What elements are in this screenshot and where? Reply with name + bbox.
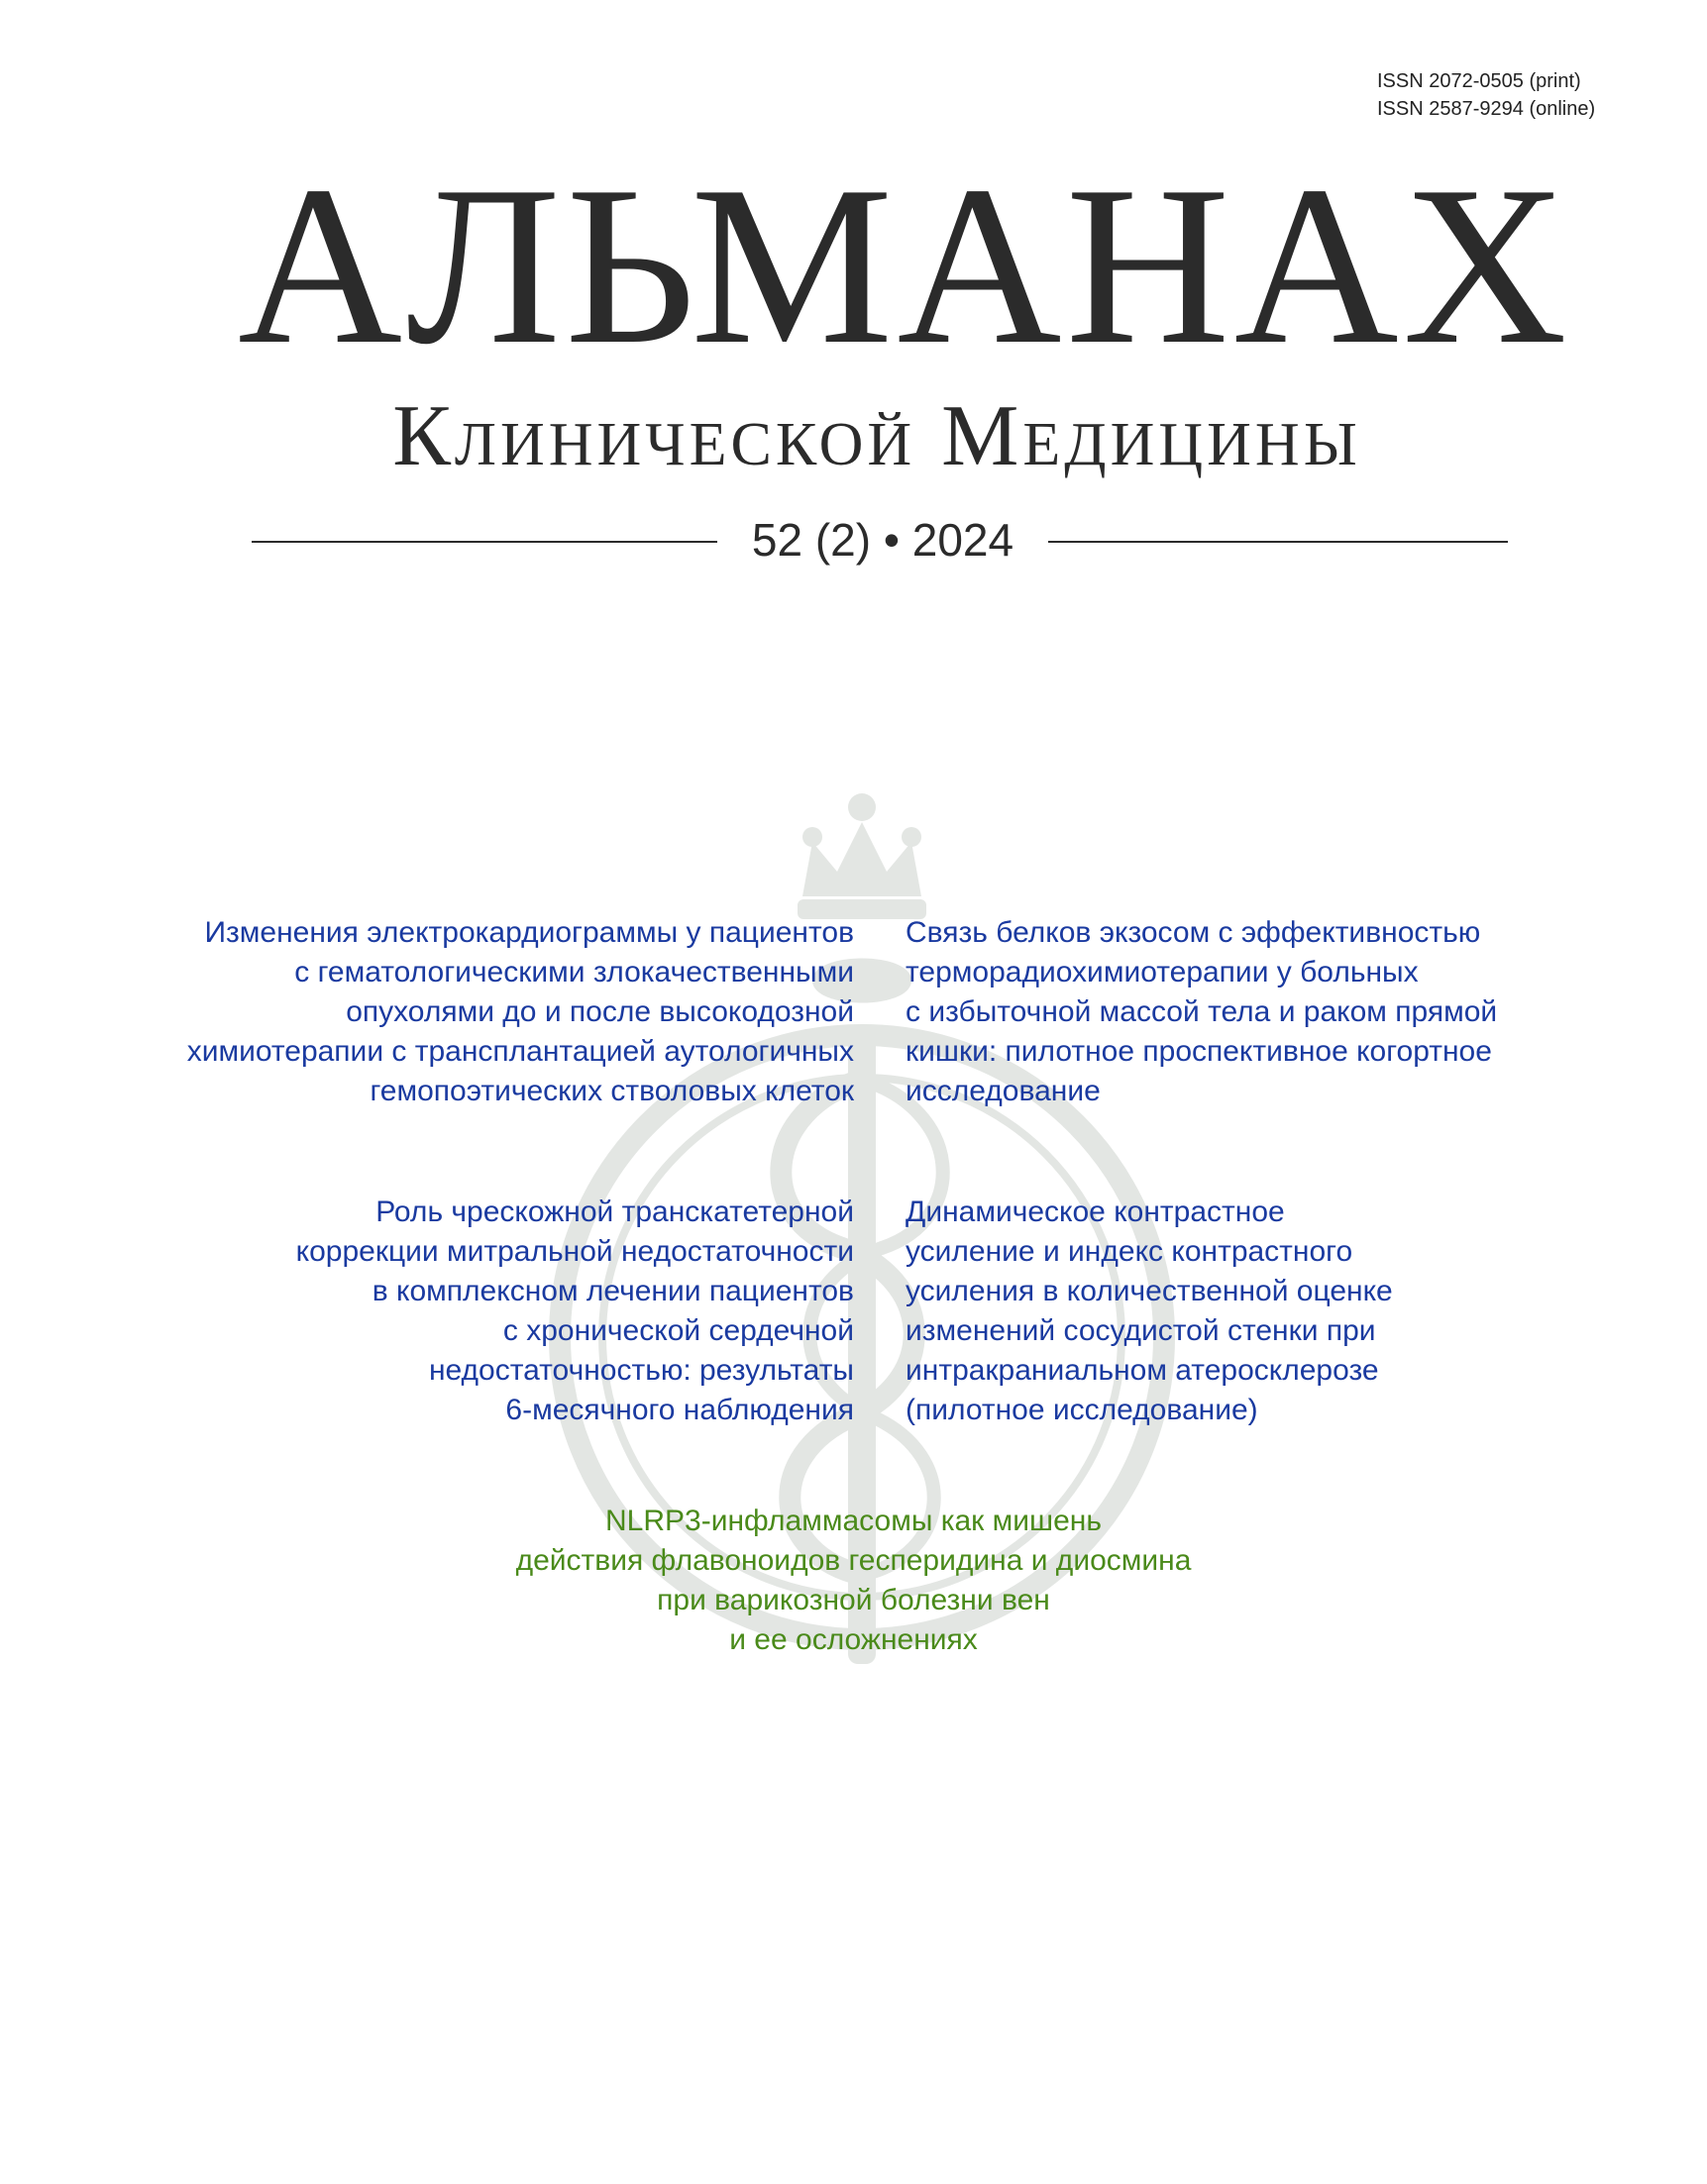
article-1-line: опухолями до и после высокодозной [346,995,854,1028]
article-4-line: усиление и индекс контрастного [906,1235,1353,1268]
article-2-line: терморадиохимиотерапии у больных [906,956,1419,988]
issue-divider-left [252,541,717,543]
article-5[interactable] [357,1502,1350,1660]
article-2-line: исследование [906,1075,1101,1107]
article-4-line: изменений сосудистой стенки при [906,1314,1376,1347]
article-4[interactable] [906,1193,1599,1430]
article-4-line: усиления в количественной оценке [906,1275,1393,1307]
issue-divider-right [1048,541,1508,543]
article-3-line: с хронической сердечной [502,1314,854,1347]
article-5-line: и ее осложнениях [729,1623,978,1656]
article-2[interactable] [906,913,1599,1111]
article-4-line: интракраниальном атеросклерозе [906,1354,1379,1387]
article-3-line: 6-месячного наблюдения [505,1394,854,1426]
issue-number: 52 (2) • 2024 [751,514,1014,566]
article-4-line: (пилотное исследование) [906,1394,1258,1426]
article-3[interactable] [119,1193,854,1430]
journal-title: АЛЬМАНАХ [238,139,1571,391]
article-3-line: недостаточностью: результаты [428,1354,854,1387]
article-2-line: кишки: пилотное проспективное когортное [906,1035,1492,1068]
article-3-line: Роль чрескожной транскатетерной [375,1196,854,1228]
article-5-line: действия флавоноидов гесперидина и диосмина [515,1544,1192,1577]
article-5-line: NLRP3-инфламмасомы как мишень [605,1505,1102,1537]
article-2-line: с избыточной массой тела и раком прямой [906,995,1498,1028]
article-5-line: при варикозной болезни вен [657,1584,1050,1616]
article-1-line: химиотерапии с трансплантацией аутологичных [186,1035,854,1068]
issn-online: ISSN 2587-9294 (online) [1377,98,1596,120]
article-1-line: Изменения электрокардиограммы у пациентов [204,916,854,949]
article-2-line: Связь белков экзосом с эффективностью [906,916,1481,949]
article-1-line: с гематологическими злокачественными [294,956,854,988]
article-3-line: коррекции митральной недостаточности [295,1235,854,1268]
journal-subtitle: Клинической Медицины [392,388,1361,484]
article-1[interactable] [119,913,854,1111]
issn-print: ISSN 2072-0505 (print) [1377,70,1581,92]
article-1-line: гемопоэтических стволовых клеток [370,1075,854,1107]
article-3-line: в комплексном лечении пациентов [372,1275,854,1307]
issn-block [1377,67,1674,123]
article-4-line: Динамическое контрастное [906,1196,1285,1228]
